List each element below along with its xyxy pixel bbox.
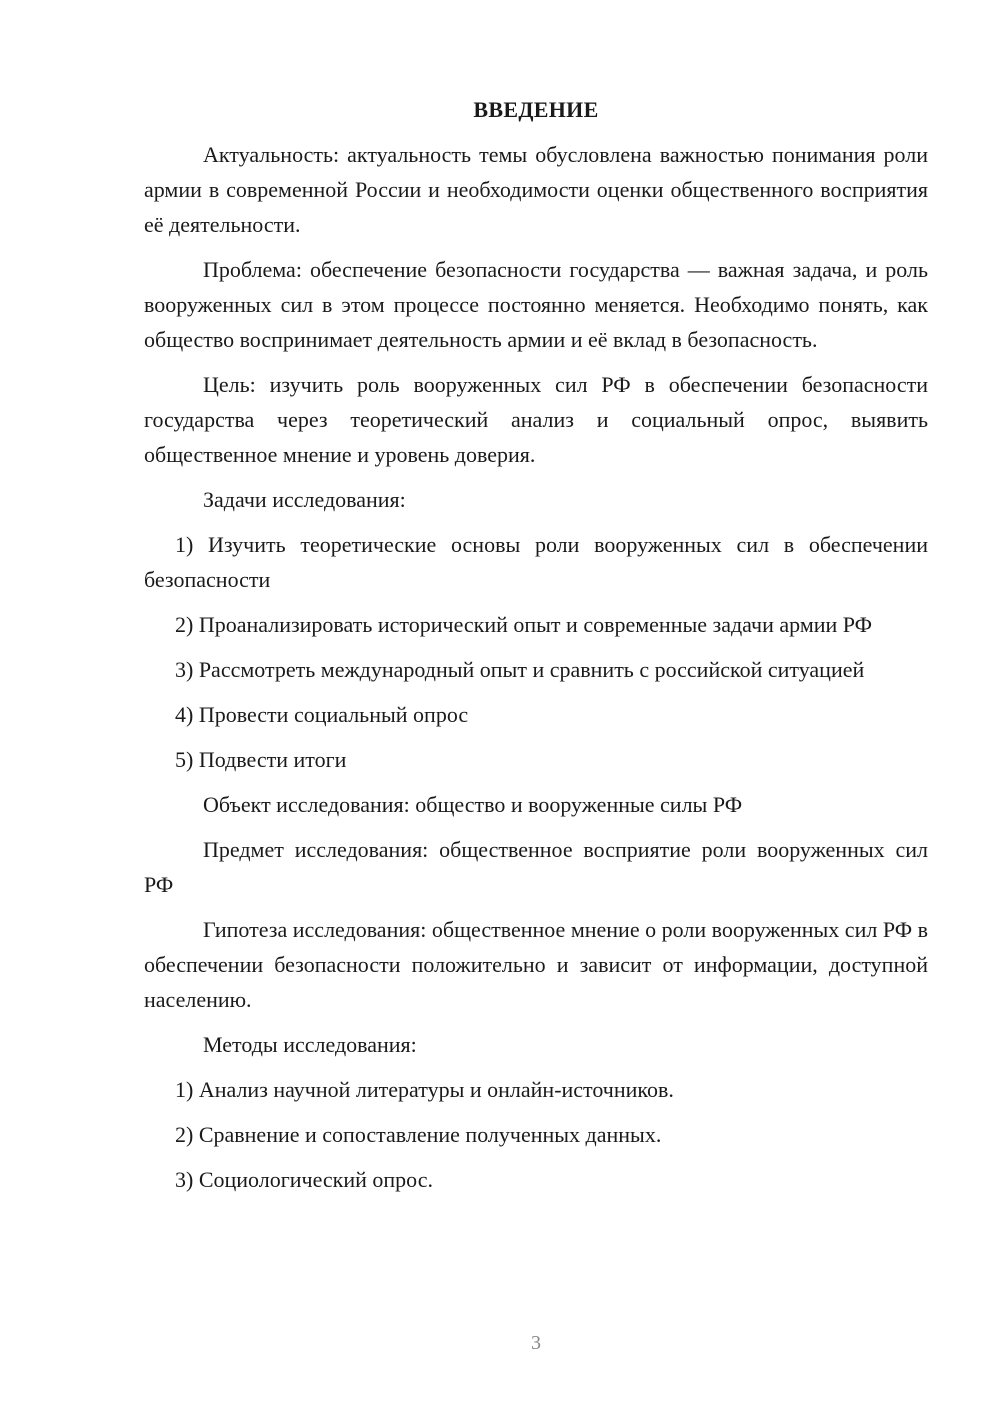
list-item-task-2: 2) Проанализировать исторический опыт и современные задачи армии РФ [175, 612, 873, 637]
paragraph-subject: Предмет исследования: общественное восприятие роли вооруженных сил РФ [144, 837, 928, 897]
paragraph-object: Объект исследования: общество и вооруженные силы РФ [203, 792, 743, 817]
list-item-task-3: 3) Рассмотреть международный опыт и сравнить с российской ситуацией [175, 657, 865, 682]
list-item-task-1: 1) Изучить теоретические основы роли вооруженных сил в обеспечении безопасности [144, 532, 928, 592]
document-page [144, 92, 928, 1207]
list-item-task-5: 5) Подвести итоги [175, 747, 347, 772]
paragraph-goal: Цель: изучить роль вооруженных сил РФ в обеспечении безопасности государства через теоретический анализ и социальный опрос, выявить общественное мнение и уровень доверия. [144, 372, 928, 467]
list-item-method-1: 1) Анализ научной литературы и онлайн-источников. [175, 1077, 674, 1102]
paragraph-hypothesis: Гипотеза исследования: общественное мнение о роли вооруженных сил РФ в обеспечении безопасности положительно и зависит от информации, доступной населению. [144, 917, 928, 1012]
section-title: ВВЕДЕНИЕ [473, 97, 599, 122]
list-item-method-2: 2) Сравнение и сопоставление полученных данных. [175, 1122, 662, 1147]
paragraph-methods-heading: Методы исследования: [203, 1032, 417, 1057]
list-item-task-4: 4) Провести социальный опрос [175, 702, 469, 727]
list-item-method-3: 3) Социологический опрос. [175, 1167, 433, 1192]
paragraph-tasks-heading: Задачи исследования: [203, 487, 406, 512]
paragraph-relevance: Актуальность: актуальность темы обусловлена важностью понимания роли армии в современной России и необходимости оценки общественного восприятия её деятельности. [144, 142, 928, 237]
paragraph-problem: Проблема: обеспечение безопасности государства — важная задача, и роль вооруженных сил в этом процессе постоянно меняется. Необходимо понять, как общество воспринимает деятельность армии и её вклад в безопасность. [144, 257, 928, 352]
page-number: 3 [531, 1332, 541, 1354]
